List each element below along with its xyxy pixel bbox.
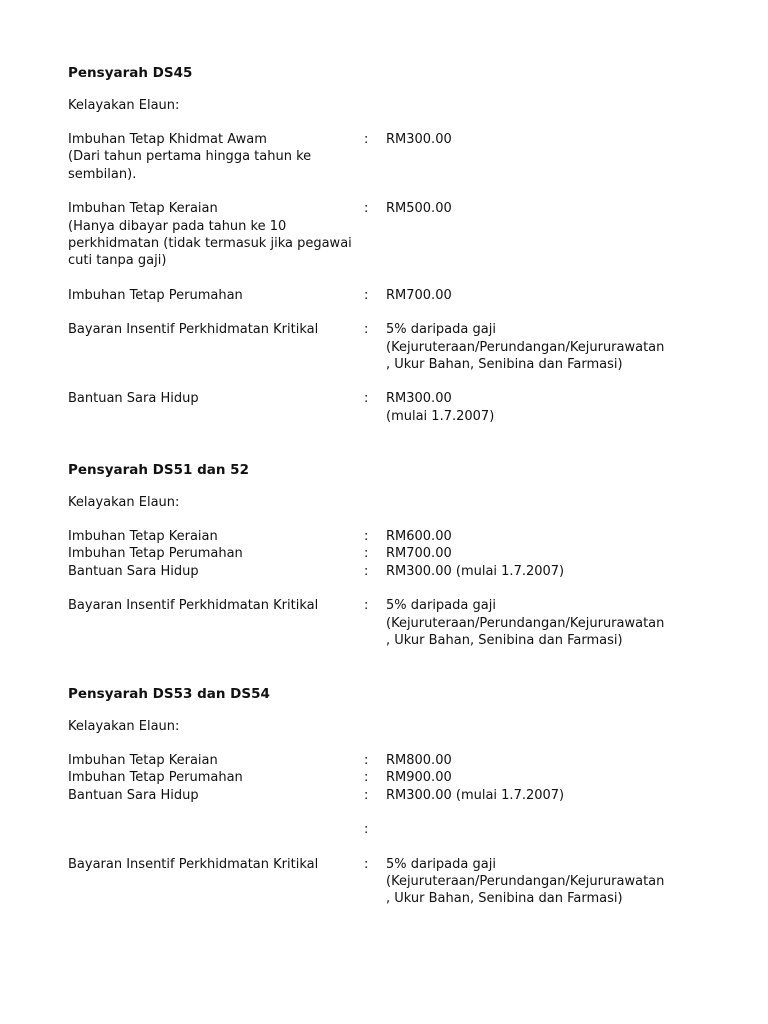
separator: : [364, 770, 369, 786]
separator: : [364, 546, 369, 562]
allowance-row [68, 787, 708, 804]
separator: : [364, 822, 369, 838]
separator: : [364, 787, 369, 803]
allowance-value: 5% daripada gaji (Kejuruteraan/Perundangan/Kejururawatan , Ukur Bahan, Senibina dan Farmasi) [386, 598, 665, 649]
allowance-row [68, 321, 708, 373]
section-heading: Pensyarah DS45 [68, 65, 193, 81]
allowance-value: RM900.00 [386, 770, 452, 786]
section-ds51-52 [68, 461, 708, 649]
allowance-row [68, 563, 708, 580]
allowance-label: Bantuan Sara Hidup [68, 563, 199, 579]
allowance-value: RM800.00 [386, 753, 452, 768]
allowance-row [68, 752, 708, 769]
separator: : [364, 753, 369, 768]
allowance-value: RM300.00 (mulai 1.7.2007) [386, 391, 495, 424]
allowance-value [386, 821, 708, 838]
allowance-label: Imbuhan Tetap Khidmat Awam (Dari tahun pertama hingga tahun ke sembilan). [68, 132, 312, 182]
separator: : [364, 287, 369, 303]
allowance-value: RM700.00 [386, 546, 452, 562]
section-subheading: Kelayakan Elaun: [68, 719, 180, 734]
allowance-label: Bantuan Sara Hidup [68, 391, 199, 407]
allowance-row-empty [68, 821, 708, 838]
allowance-label: Imbuhan Tetap Keraian [68, 753, 218, 768]
allowance-value: 5% daripada gaji (Kejuruteraan/Perundangan/Kejururawatan , Ukur Bahan, Senibina dan Farmasi) [386, 856, 665, 907]
separator: : [364, 391, 369, 407]
separator: : [364, 322, 369, 338]
allowance-row [68, 200, 708, 270]
section-ds45 [68, 64, 708, 425]
allowance-list [68, 528, 708, 649]
allowance-label: Imbuhan Tetap Perumahan [68, 287, 243, 303]
allowance-label: Bayaran Insentif Perkhidmatan Kritikal [68, 598, 319, 614]
allowance-value: RM300.00 (mulai 1.7.2007) [386, 563, 565, 579]
allowance-value: RM700.00 [386, 287, 452, 303]
separator: : [364, 856, 369, 872]
allowance-row [68, 528, 708, 545]
allowance-label: Imbuhan Tetap Perumahan [68, 546, 243, 562]
separator: : [364, 529, 369, 544]
section-ds53-ds54 [68, 685, 708, 908]
allowance-value: 5% daripada gaji (Kejuruteraan/Perundangan/Kejururawatan , Ukur Bahan, Senibina dan Farmasi) [386, 322, 665, 373]
allowance-row [68, 856, 708, 908]
allowance-list [68, 752, 708, 908]
separator: : [364, 201, 369, 217]
allowance-row [68, 597, 708, 649]
allowance-row [68, 545, 708, 562]
allowance-label: Bantuan Sara Hidup [68, 787, 199, 803]
allowance-value: RM300.00 [386, 132, 452, 147]
section-heading: Pensyarah DS53 dan DS54 [68, 686, 270, 702]
separator: : [364, 563, 369, 579]
allowance-label: Bayaran Insentif Perkhidmatan Kritikal [68, 322, 319, 338]
section-subheading: Kelayakan Elaun: [68, 98, 180, 113]
separator: : [364, 132, 369, 147]
allowance-value: RM600.00 [386, 529, 452, 544]
allowance-value: RM300.00 (mulai 1.7.2007) [386, 787, 565, 803]
section-heading: Pensyarah DS51 dan 52 [68, 462, 249, 478]
allowance-label: Imbuhan Tetap Perumahan [68, 770, 243, 786]
allowance-label: Bayaran Insentif Perkhidmatan Kritikal [68, 856, 319, 872]
allowance-row [68, 769, 708, 786]
allowance-label [68, 821, 364, 838]
separator: : [364, 598, 369, 614]
allowance-label: Imbuhan Tetap Keraian [68, 529, 218, 544]
allowance-row [68, 287, 708, 304]
section-subheading: Kelayakan Elaun: [68, 495, 180, 510]
allowance-value: RM500.00 [386, 201, 452, 217]
allowance-list [68, 131, 708, 425]
allowance-row [68, 131, 708, 183]
allowance-row [68, 390, 708, 425]
allowance-label: Imbuhan Tetap Keraian (Hanya dibayar pada tahun ke 10 perkhidmatan (tidak termasuk jika pegawai cuti tanpa gaji) [68, 201, 352, 269]
